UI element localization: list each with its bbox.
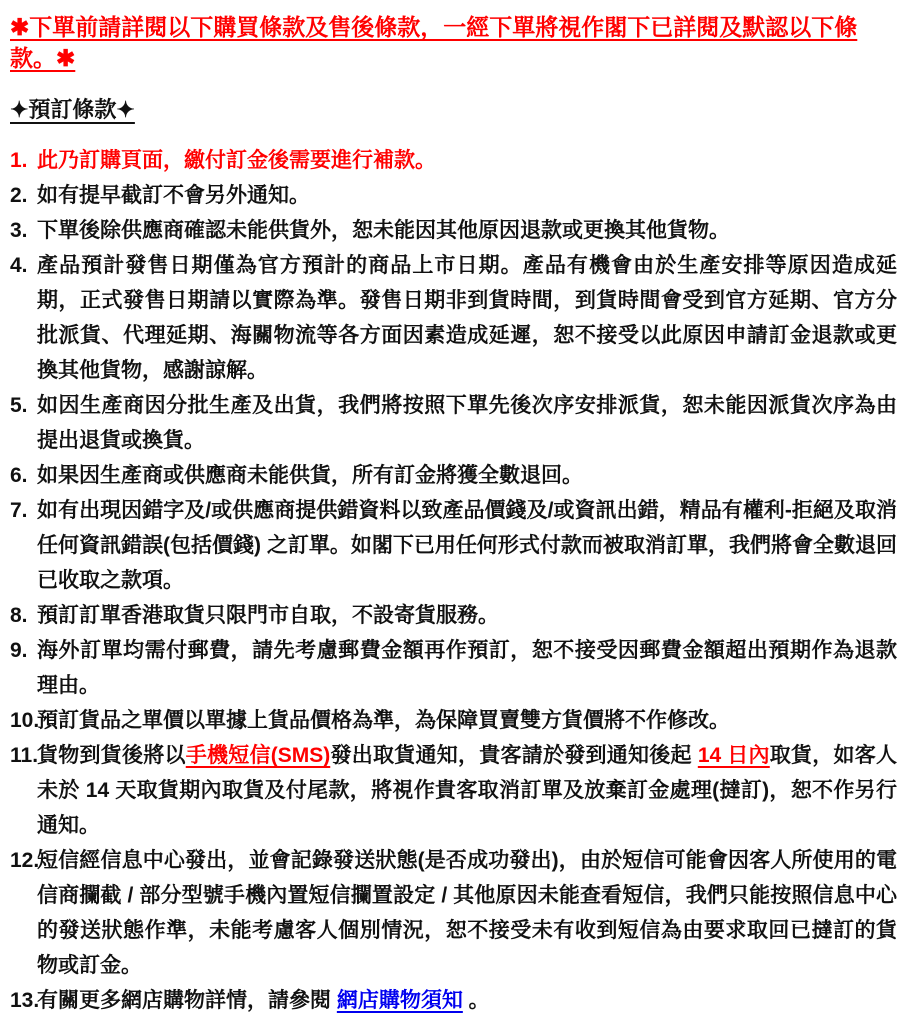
terms-item [10, 598, 897, 633]
terms-item [10, 633, 897, 703]
terms-item-text: 14 日內 [697, 744, 770, 767]
terms-item-text: 如果因生產商或供應商未能供貨，所有訂金將獲全數退回。 [37, 464, 583, 487]
terms-item-text: 發出取貨通知，貴客請於發到通知後起 [330, 744, 698, 767]
terms-item-text: 有關更多網店購物詳情，請參閱 [37, 989, 337, 1012]
terms-item-text: 如因生產商因分批生產及出貨，我們將按照下單先後次序安排派貨，恕未能因派貨次序為由提出退貨或換貨。 [37, 394, 897, 452]
terms-item-text: 取貨，如客人未於 14 天取貨期內取貨及付尾款，將視作貴客取消訂單及放棄訂金處理(撻訂)，恕不作另行通知。 [37, 744, 898, 837]
terms-item-text: 如有提早截訂不會另外通知。 [37, 184, 310, 207]
section-title-row [10, 96, 897, 124]
terms-item-number: 4. [10, 254, 28, 277]
terms-item [10, 843, 897, 983]
terms-item [10, 458, 897, 493]
terms-item-number: 12. [10, 849, 40, 872]
terms-item-text: 預訂貨品之單價以單據上貨品價格為準，為保障買賣雙方貨價將不作修改。 [37, 709, 730, 732]
terms-item-number: 9. [10, 639, 28, 662]
terms-item [10, 388, 897, 458]
terms-item-text: 產品預計發售日期僅為官方預計的商品上市日期。產品有機會由於生產安排等原因造成延期，正式發售日期請以實際為準。發售日期非到貨時間，到貨時間會受到官方延期、官方分批派貨、代理延期、海關物流等各方面因素造成延遲，恕不接受以此原因申請訂金退款或更換其他貨物，感謝諒解。 [37, 254, 897, 382]
terms-item-number: 6. [10, 464, 28, 487]
terms-item [10, 248, 897, 388]
terms-item [10, 738, 897, 843]
terms-item-number: 10. [10, 709, 40, 732]
section-title-preorder-terms: ✦預訂條款✦ [10, 97, 135, 122]
purchase-notice-banner: ✱下單前請詳閱以下購買條款及售後條款，一經下單將視作閣下已詳閱及默認以下條款。✱ [10, 14, 858, 71]
shop-guide-link[interactable]: 網店購物須知 [336, 989, 463, 1012]
terms-item-number: 13. [10, 989, 40, 1012]
terms-item-text: 預訂訂單香港取貨只限門市自取，不設寄貨服務。 [37, 604, 499, 627]
terms-item-number: 3. [10, 219, 28, 242]
terms-item-number: 8. [10, 604, 28, 627]
terms-item-text: 如有出現因錯字及/或供應商提供錯資料以致產品價錢及/或資訊出錯，精品有權利-拒絕及取消任何資訊錯誤(包括價錢) 之訂單。如閣下已用任何形式付款而被取消訂單，我們將會全數退回已收取之款項。 [37, 499, 897, 592]
terms-item-text: 海外訂單均需付郵費，請先考慮郵費金額再作預訂，恕不接受因郵費金額超出預期作為退款理由。 [37, 639, 897, 697]
terms-item-number: 1. [10, 149, 28, 172]
terms-list [10, 143, 897, 1018]
terms-item [10, 983, 897, 1018]
terms-item [10, 178, 897, 213]
terms-item-number: 7. [10, 499, 28, 522]
terms-item-text: 短信經信息中心發出，並會記錄發送狀態(是否成功發出)，由於短信可能會因客人所使用的電信商攔截 / 部分型號手機內置短信攔置設定 / 其他原因未能查看短信，我們只能按照信息中心的發送狀態作準，未能考慮客人個別情況，恕不接受未有收到短信為由要求取回已撻訂的貨物或訂金。 [37, 849, 897, 977]
terms-item-text: 。 [462, 989, 490, 1012]
terms-item [10, 213, 897, 248]
terms-item-text: 貨物到貨後將以 [37, 744, 186, 767]
terms-item-number: 11. [10, 744, 39, 767]
terms-item-number: 5. [10, 394, 28, 417]
terms-item-text: 下單後除供應商確認未能供貨外，恕未能因其他原因退款或更換其他貨物。 [37, 219, 730, 242]
terms-item [10, 143, 897, 178]
terms-item-text: 手機短信(SMS) [185, 744, 331, 767]
terms-item-text: 此乃訂購頁面，繳付訂金後需要進行補款。 [37, 149, 436, 172]
terms-item-number: 2. [10, 184, 28, 207]
terms-item [10, 493, 897, 598]
terms-item [10, 703, 897, 738]
